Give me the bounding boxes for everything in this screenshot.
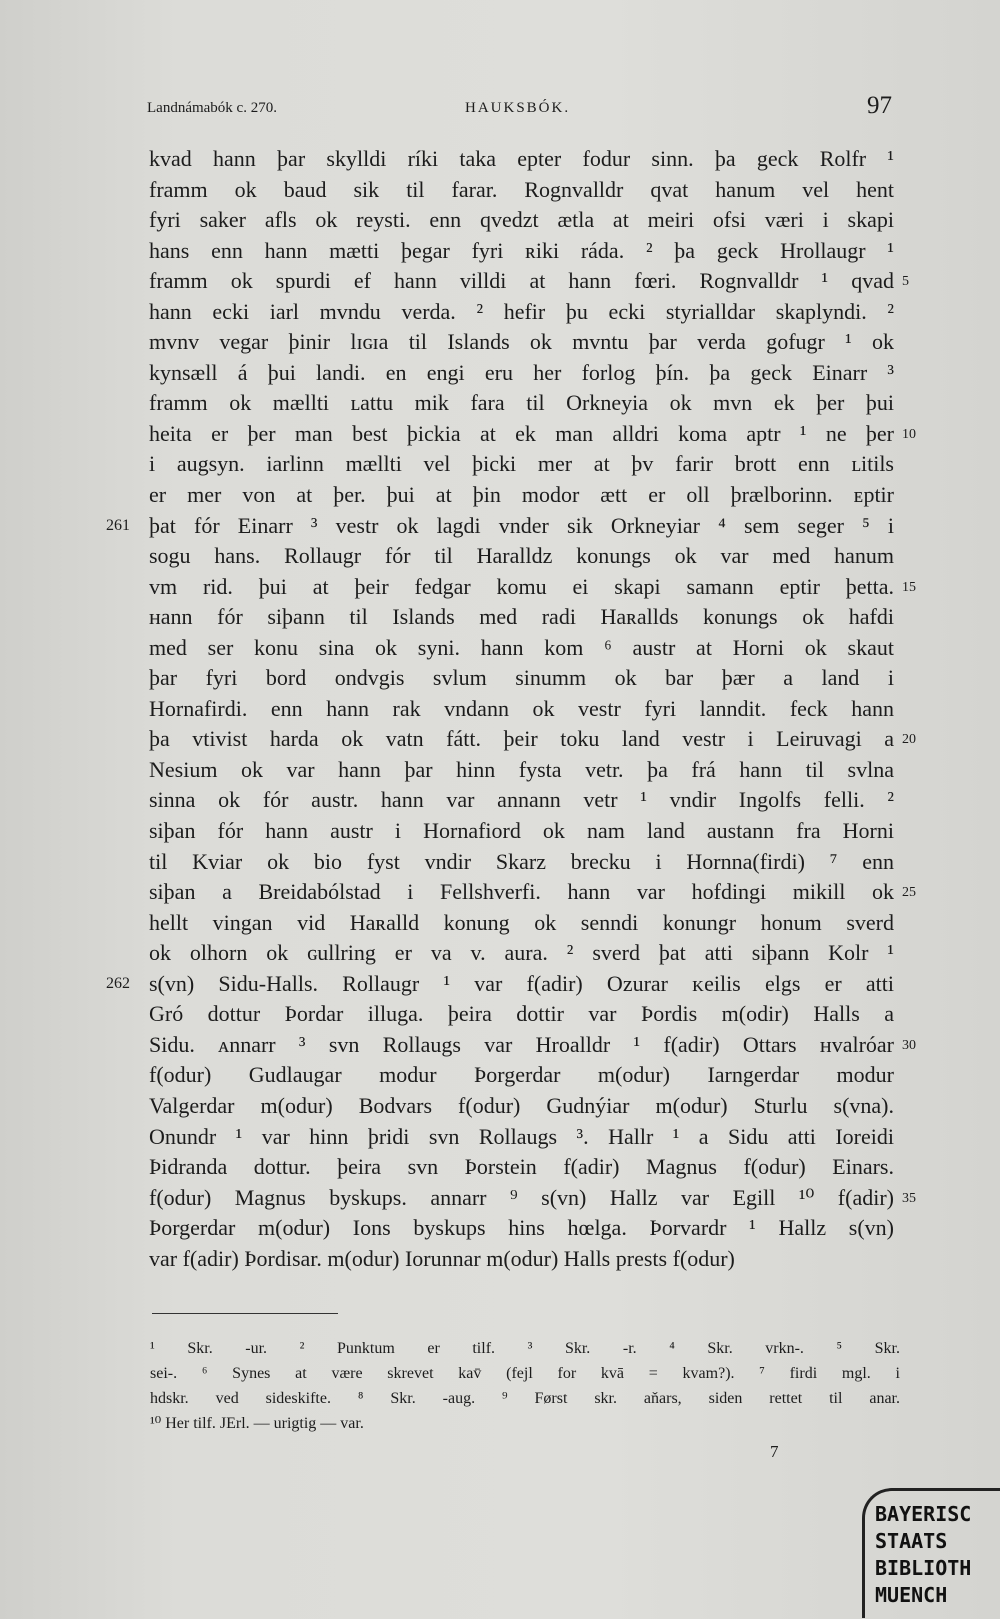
book-title: HAUKSBÓK.: [465, 100, 571, 116]
text-line: heita er þer man best þickia at ek man alldri koma aptr ¹ ne þer: [149, 420, 894, 446]
chapter-number: 261: [106, 516, 130, 534]
footnote-line: sei-. ⁶ Synes at være skrevet kav̄ (fejl for kvā = kvam?). ⁷ firdi mgl. i: [150, 1365, 900, 1382]
page-number: 97: [867, 92, 892, 119]
margin-line-number: 5: [902, 274, 909, 290]
margin-line-number: 30: [902, 1037, 916, 1053]
footnote-rule: [152, 1313, 338, 1314]
running-title: Landnámabók c. 270.: [147, 100, 277, 116]
text-line: framm ok mællti ʟattu mik fara til Orkneyia ok mvn ek þer þui: [149, 390, 894, 416]
text-line: Hornafirdi. enn hann rak vndann ok vestr fyri lanndit. feck hann: [149, 695, 894, 721]
margin-line-number: 10: [902, 426, 916, 442]
text-line: Sidu. ᴀnnarr ³ svn Rollaugs var Hroalldr ¹ f(adir) Ottars ʜvalróar: [149, 1031, 894, 1057]
stamp-line: BAYERISC: [875, 1502, 972, 1526]
text-line: ok olhorn ok ɢullring er va v. aura. ² sverd þat atti siþann Kolr ¹: [149, 940, 894, 966]
text-line: sogu hans. Rollaugr fór til Haralldz konungs ok var med hanum: [149, 543, 894, 569]
text-line: siþan fór hann austr i Hornafiord ok nam land austann fra Horni: [149, 818, 894, 844]
signature-mark: 7: [770, 1442, 779, 1461]
text-line: er mer von at þer. þui at þin modor ætt er oll þrælborinn. ᴇptir: [149, 482, 894, 508]
text-line: Onundr ¹ var hinn þridi svn Rollaugs ³. Hallr ¹ a Sidu atti Ioreidi: [149, 1123, 894, 1149]
text-line: þa vtivist harda ok vatn fátt. þeir toku land vestr i Leiruvagi a: [149, 726, 894, 752]
margin-line-number: 35: [902, 1190, 916, 1206]
footnote-line: ¹⁰ Her tilf. JErl. — urigtig — var.: [150, 1415, 364, 1432]
text-line: hellt vingan vid Haʀalld konung ok senndi konungr honum sverd: [149, 909, 894, 935]
text-line: Valgerdar m(odur) Bodvars f(odur) Gudnýiar m(odur) Sturlu s(vna).: [149, 1092, 894, 1118]
page-header: [147, 92, 892, 126]
text-line: til Kviar ok bio fyst vndir Skarz brecku i Hornna(firdi) ⁷ enn: [149, 848, 894, 874]
text-line: kvad hann þar skylldi ríki taka epter fodur sinn. þa geck Rolfr ¹: [149, 146, 894, 171]
text-line: sinna ok fór austr. hann var annann vetr ¹ vndir Ingolfs felli. ²: [149, 787, 894, 813]
text-line: framm ok baud sik til farar. Rognvalldr qvat hanum vel hent: [149, 176, 894, 202]
footnote-line: hdskr. ved sideskifte. ⁸ Skr. -aug. ⁹ Først skr. aňars, siden rettet til anar.: [150, 1390, 900, 1407]
stamp-line: BIBLIOTH: [875, 1556, 972, 1580]
text-line: med ser konu sina ok syni. hann kom ⁶ austr at Horni ok skaut: [149, 634, 894, 660]
chapter-number: 262: [106, 974, 130, 992]
text-line: fyri saker afls ok reysti. enn qvedzt ætla at meiri ofsi væri i skapi: [149, 207, 894, 233]
text-line: f(odur) Magnus byskups. annarr ⁹ s(vn) Hallz var Egill ¹⁰ f(adir): [149, 1184, 894, 1210]
text-line: hans enn hann mætti þegar fyri ʀiki ráda. ² þa geck Hrollaugr ¹: [149, 237, 894, 263]
footnote-line: ¹ Skr. -ur. ² Punktum er tilf. ³ Skr. -r. ⁴ Skr. vrkn-. ⁵ Skr.: [150, 1340, 900, 1357]
margin-line-number: 15: [902, 579, 916, 595]
stamp-line: MUENCH: [875, 1583, 948, 1607]
text-line: siþan a Breidabólstad i Fellshverfi. hann var hofdingi mikill ok: [149, 879, 894, 905]
text-line: Þorgerdar m(odur) Ions byskups hins hœlga. Þorvardr ¹ Hallz s(vn): [149, 1215, 894, 1241]
margin-line-number: 25: [902, 885, 916, 901]
text-line: var f(adir) Þordisar. m(odur) Iorunnar m(odur) Halls prests f(odur): [149, 1245, 735, 1271]
library-stamp: [862, 1488, 1000, 1618]
main-text: [149, 144, 894, 1274]
text-line: þat fór Einarr ³ vestr ok lagdi vnder sik Orkneyiar ⁴ sem seger ⁵ i: [149, 512, 894, 538]
text-line: Gró dottur Þordar illuga. þeira dottir var Þordis m(odir) Halls a: [149, 1001, 894, 1027]
text-line: kynsæll á þui landi. en engi eru her forlog þín. þa geck Einarr ³: [149, 359, 894, 385]
text-line: vm rid. þui at þeir fedgar komu ei skapi samann eptir þetta.: [149, 573, 894, 599]
text-line: mvnv vegar þinir lɪɢɪa til Islands ok mvntu þar verda gofugr ¹ ok: [149, 329, 894, 355]
text-line: i augsyn. iarlinn mællti vel þicki mer at þv farir brott enn ʟitils: [149, 451, 894, 477]
text-line: hann ecki iarl mvndu verda. ² hefir þu ecki styrialldar skaplyndi. ²: [149, 298, 894, 324]
text-line: framm ok spurdi ef hann villdi at hann fœri. Rognvalldr ¹ qvad: [149, 268, 894, 294]
text-line: ʜann fór siþann til Islands med radi Haʀallds konungs ok hafdi: [149, 604, 894, 630]
text-line: f(odur) Gudlaugar modur Þorgerdar m(odur) Iarngerdar modur: [149, 1062, 894, 1088]
text-line: Þidranda dottur. þeira svn Þorstein f(adir) Magnus f(odur) Einars.: [149, 1154, 894, 1180]
text-line: Nesium ok var hann þar hinn fysta vetr. þa frá hann til svlna: [149, 756, 894, 782]
text-line: þar fyri bord ondvgis svlum sinumm ok bar þær a land i: [149, 665, 894, 691]
stamp-line: STAATS: [875, 1529, 948, 1553]
margin-line-number: 20: [902, 732, 916, 748]
footnotes: [150, 1336, 900, 1436]
text-line: s(vn) Sidu-Halls. Rollaugr ¹ var f(adir) Ozurar ᴋeilis elgs er atti: [149, 970, 894, 996]
